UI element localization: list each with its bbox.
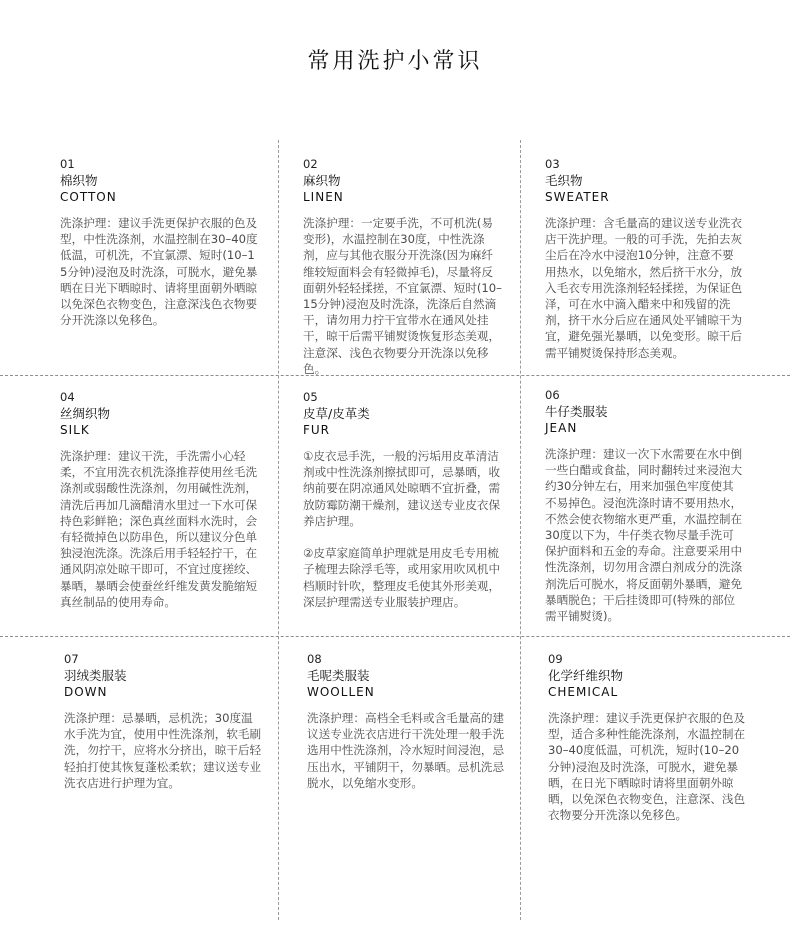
row-divider [0, 636, 790, 637]
item-name-zh: 皮草/皮革类 [303, 406, 370, 421]
item-number: 05 [303, 390, 318, 404]
item-number: 01 [60, 157, 75, 171]
item-name-en: CHEMICAL [548, 685, 619, 699]
item-name-zh: 化学纤维织物 [548, 668, 624, 683]
item-name-en: SWEATER [545, 190, 610, 204]
care-item-cotton [60, 157, 260, 328]
item-name-zh: 毛织物 [545, 173, 583, 188]
item-name-en: LINEN [303, 190, 344, 204]
item-care-text: 洗涤护理：含毛量高的建议送专业洗衣店干洗护理。一般的可手洗，先拍去灰尘后在冷水中浸泡10分钟，注意不要用热水，以免缩水，然后挤干水分，放入毛衣专用洗涤剂轻轻揉搓，为保证色泽，可在水中滴入醋来中和残留的洗剂，挤干水分后应在通风处平铺晾干为宜，避免强光暴晒，以免变形。晾干后需平铺熨烫保持形态美观。 [545, 216, 743, 360]
item-number: 04 [60, 390, 75, 404]
item-care-text: 洗涤护理：建议手洗更保护衣服的色及型，中性洗涤剂，水温控制在30–40度低温，可机洗，不宜氯漂、短时(10–15分钟)浸泡及时洗涤，可脱水，避免暴晒在日光下晒晾时、请将里面朝外晒晾以免深色衣物变色，注意深浅色衣物要分开洗涤以免移色。 [60, 216, 258, 328]
item-name-en: COTTON [60, 190, 117, 204]
care-item-jean [545, 388, 745, 624]
item-name-zh: 毛呢类服装 [307, 668, 370, 683]
column-divider [278, 140, 279, 920]
item-name-en: WOOLLEN [307, 685, 375, 699]
care-item-linen [303, 157, 503, 377]
item-number: 07 [64, 652, 79, 666]
care-item-sweater [545, 157, 745, 361]
item-care-text: 洗涤护理：建议干洗，手洗需小心轻柔，不宜用洗衣机洗涤推荐使用丝毛洗涤剂或弱酸性洗涤剂，勿用碱性洗剂，清洗后再加几滴醋清水里过一下水可保持色彩鲜艳；深色真丝面料水洗时，会有轻微掉色以防串色，所以建议分色单独浸泡洗涤。洗涤后用手轻轻拧干，在通风阴凉处晾干即可，不宜过度搓绞、暴晒，暴晒会使蚕丝纤维发黄发脆缩短真丝制品的使用寿命。 [60, 449, 258, 609]
care-item-chemical [548, 652, 748, 823]
item-number: 03 [545, 157, 560, 171]
care-item-fur [303, 390, 503, 610]
item-name-zh: 棉织物 [60, 173, 98, 188]
item-care-text: 洗涤护理：建议一次下水需要在水中倒一些白醋或食盐，同时翻转过来浸泡大约30分钟左右，用来加强色牢度使其不易掉色。浸泡洗涤时请不要用热水，不然会使衣物缩水更严重，水温控制在30度以下为，牛仔类衣物尽量手洗可保护面料和五金的寿命。注意要采用中性洗涤剂，切勿用含漂白剂成分的洗涤剂洗后可脱水，将反面朝外暴晒，避免暴晒脱色；干后挂烫即可(特殊的部位需平铺熨烫)。 [545, 447, 743, 624]
item-number: 02 [303, 157, 318, 171]
item-care-text: ①皮衣忌手洗，一般的污垢用皮革清洁剂或中性洗涤剂擦拭即可，忌暴晒，收纳前要在阴凉通风处晾晒不宜折叠，需放防霉防潮干燥剂，建议送专业皮衣保养店护理。 ②皮草家庭简单护理就是用皮毛专用梳子梳理去除浮毛等，或用家用吹风机中档顺时针吹，整理皮毛使其外形美观，深层护理需送专业服装护理店。 [303, 449, 501, 609]
item-care-text: 洗涤护理：建议手洗更保护衣服的色及型，适合多种性能洗涤剂，水温控制在30–40度低温，可机洗，短时(10–20分钟)浸泡及时洗涤，可脱水，避免暴晒，在日光下晒晾时请将里面朝外晾晒，以免深色衣物变色，注意深、浅色衣物要分开洗涤以免移色。 [548, 711, 746, 823]
item-name-zh: 丝绸织物 [60, 406, 111, 421]
item-number: 09 [548, 652, 563, 666]
item-name-en: JEAN [545, 421, 578, 435]
care-item-down [64, 652, 264, 791]
item-name-en: DOWN [64, 685, 108, 699]
item-name-zh: 羽绒类服装 [64, 668, 127, 683]
item-name-zh: 麻织物 [303, 173, 341, 188]
item-care-text: 洗涤护理：忌暴晒，忌机洗；30度温水手洗为宜，使用中性洗涤剂，软毛刷洗，勿拧干，应将水分挤出，晾干后轻轻拍打使其恢复蓬松柔软；建议送专业洗衣店进行护理为宜。 [64, 711, 262, 790]
item-name-en: SILK [60, 423, 90, 437]
item-name-en: FUR [303, 423, 331, 437]
column-divider [520, 140, 521, 920]
item-care-text: 洗涤护理：高档全毛料或含毛量高的建议送专业洗衣店进行干洗处理一般手洗选用中性洗涤剂，冷水短时间浸泡，忌压出水，平铺阴干，勿暴晒。忌机洗忌脱水，以免缩水变形。 [307, 711, 505, 790]
page-title: 常用洗护小常识 [307, 49, 483, 74]
item-care-text: 洗涤护理：一定要手洗，不可机洗(易变形)，水温控制在30度，中性洗涤剂，应与其他衣服分开洗涤(因为麻纤维较短面料会有轻微掉毛)，尽量将反面朝外轻轻揉搓，不宜氯漂、短时(10–15分钟)浸泡及时洗涤，洗涤后自然滴干，请勿用力拧干宜带水在通风处挂干，晾干后需平铺熨烫恢复形态美观，注意深、浅色衣物要分开洗涤以免移色。 [303, 216, 502, 376]
item-number: 06 [545, 388, 560, 402]
item-number: 08 [307, 652, 322, 666]
item-name-zh: 牛仔类服装 [545, 404, 608, 419]
care-item-woollen [307, 652, 507, 791]
care-item-silk [60, 390, 260, 610]
